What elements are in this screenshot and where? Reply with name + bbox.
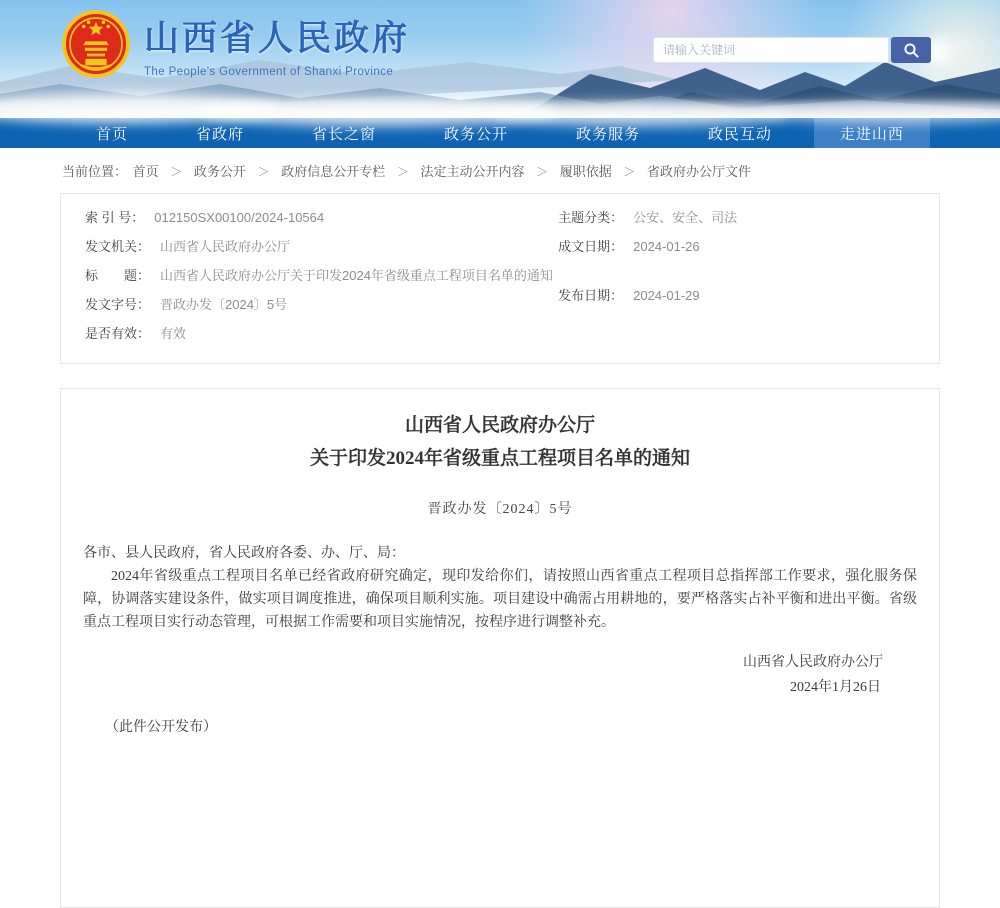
meta-value: 山西省人民政府办公厅关于印发2024年省级重点工程项目名单的通知 (160, 268, 553, 283)
meta-value: 公安、安全、司法 (633, 210, 738, 225)
meta-row-topic-category (558, 208, 915, 228)
meta-label: 主题分类： (558, 210, 624, 225)
document-title-line1: 山西省人民政府办公厅 (404, 415, 595, 436)
meta-label: 索 引 号： (85, 210, 145, 225)
document-number: 晋政办发〔2024〕5号 (427, 502, 573, 517)
search-icon (903, 42, 920, 59)
site-subtitle: The People's Government of Shanxi Province (144, 65, 394, 78)
document-content-box (60, 388, 940, 908)
meta-label: 成文日期： (558, 239, 624, 254)
nav-item-gov-services[interactable]: 政务服务 (575, 125, 640, 143)
document-footnote: （此件公开发布） (105, 720, 217, 735)
meta-row-written-date (558, 237, 915, 257)
document-salutation: 各市、县人民政府，省人民政府各委、办、厅、局： (83, 546, 405, 561)
brand-text (144, 11, 410, 78)
national-emblem-icon (62, 10, 130, 78)
meta-value: 012150SX00100/2024-10564 (154, 210, 325, 225)
document-title-line2: 关于印发2024年省级重点工程项目名单的通知 (309, 448, 690, 469)
meta-label: 标 题： (85, 268, 151, 283)
document-paragraph: 2024年省级重点工程项目名单已经省政府研究确定，现印发给你们，请按照山西省重点工程项目总指挥部工作要求，强化服务保障，协调落实建设条件，做实项目调度推进，确保项目顺利实施。项目建设中确需占用耕地的，要严格落实占补平衡和进出平衡。省级重点工程项目实行动态管理，可根据工作需要和项目实施情况，按程序进行调整补充。 (83, 569, 917, 630)
search-input[interactable] (653, 37, 889, 63)
meta-label: 发文机关： (85, 239, 151, 254)
meta-value: 晋政办发〔2024〕5号 (160, 297, 288, 312)
site-title: 山西省人民政府 (144, 18, 411, 58)
nav-item-public-interaction[interactable]: 政民互动 (707, 125, 772, 143)
meta-value: 2024-01-26 (633, 239, 700, 254)
breadcrumb-separator: ＞ (536, 165, 549, 179)
signature-agency: 山西省人民政府办公厅 (743, 655, 883, 670)
meta-value: 2024-01-29 (633, 288, 700, 303)
breadcrumb-item-info-column[interactable]: 政府信息公开专栏 (281, 164, 386, 179)
meta-label: 是否有效： (85, 326, 151, 341)
nav-item-gov-affairs-open[interactable]: 政务公开 (443, 125, 508, 143)
breadcrumb-item-duty-basis[interactable]: 履职依据 (559, 164, 612, 179)
breadcrumb-separator: ＞ (623, 165, 636, 179)
meta-row-publish-date (558, 286, 915, 306)
breadcrumb (0, 148, 1000, 191)
meta-value: 有效 (160, 326, 187, 341)
meta-row-issuing-agency (85, 237, 558, 257)
nav-item-into-shanxi[interactable]: 走进山西 (814, 118, 930, 148)
meta-left-column (85, 208, 558, 353)
breadcrumb-separator: ＞ (396, 165, 409, 179)
nav-item-governor-window[interactable]: 省长之窗 (311, 125, 376, 143)
breadcrumb-label: 当前位置： (62, 164, 128, 179)
signature-date: 2024年1月26日 (790, 680, 881, 695)
meta-row-index-number (85, 208, 558, 228)
meta-label: 发文字号： (85, 297, 151, 312)
site-header (0, 0, 1000, 118)
signature-block (83, 650, 917, 700)
document-meta-box (60, 193, 940, 364)
meta-label: 发布日期： (558, 288, 624, 303)
site-logo-home-link[interactable] (62, 10, 410, 78)
breadcrumb-item-home[interactable]: 首页 (132, 164, 159, 179)
site-search (653, 37, 931, 63)
breadcrumb-item-gov-open[interactable]: 政务公开 (193, 164, 246, 179)
meta-row-doc-number (85, 295, 558, 315)
nav-item-provincial-gov[interactable]: 省政府 (195, 125, 244, 143)
breadcrumb-item-office-documents[interactable]: 省政府办公厅文件 (647, 164, 752, 179)
search-button[interactable] (891, 37, 931, 63)
meta-row-validity (85, 324, 558, 344)
nav-item-home[interactable]: 首页 (96, 125, 129, 143)
breadcrumb-item-statutory-content[interactable]: 法定主动公开内容 (420, 164, 525, 179)
meta-row-title (85, 266, 558, 286)
breadcrumb-separator: ＞ (257, 165, 270, 179)
breadcrumb-separator: ＞ (170, 165, 183, 179)
meta-value: 山西省人民政府办公厅 (160, 239, 291, 254)
meta-right-column (558, 208, 915, 353)
